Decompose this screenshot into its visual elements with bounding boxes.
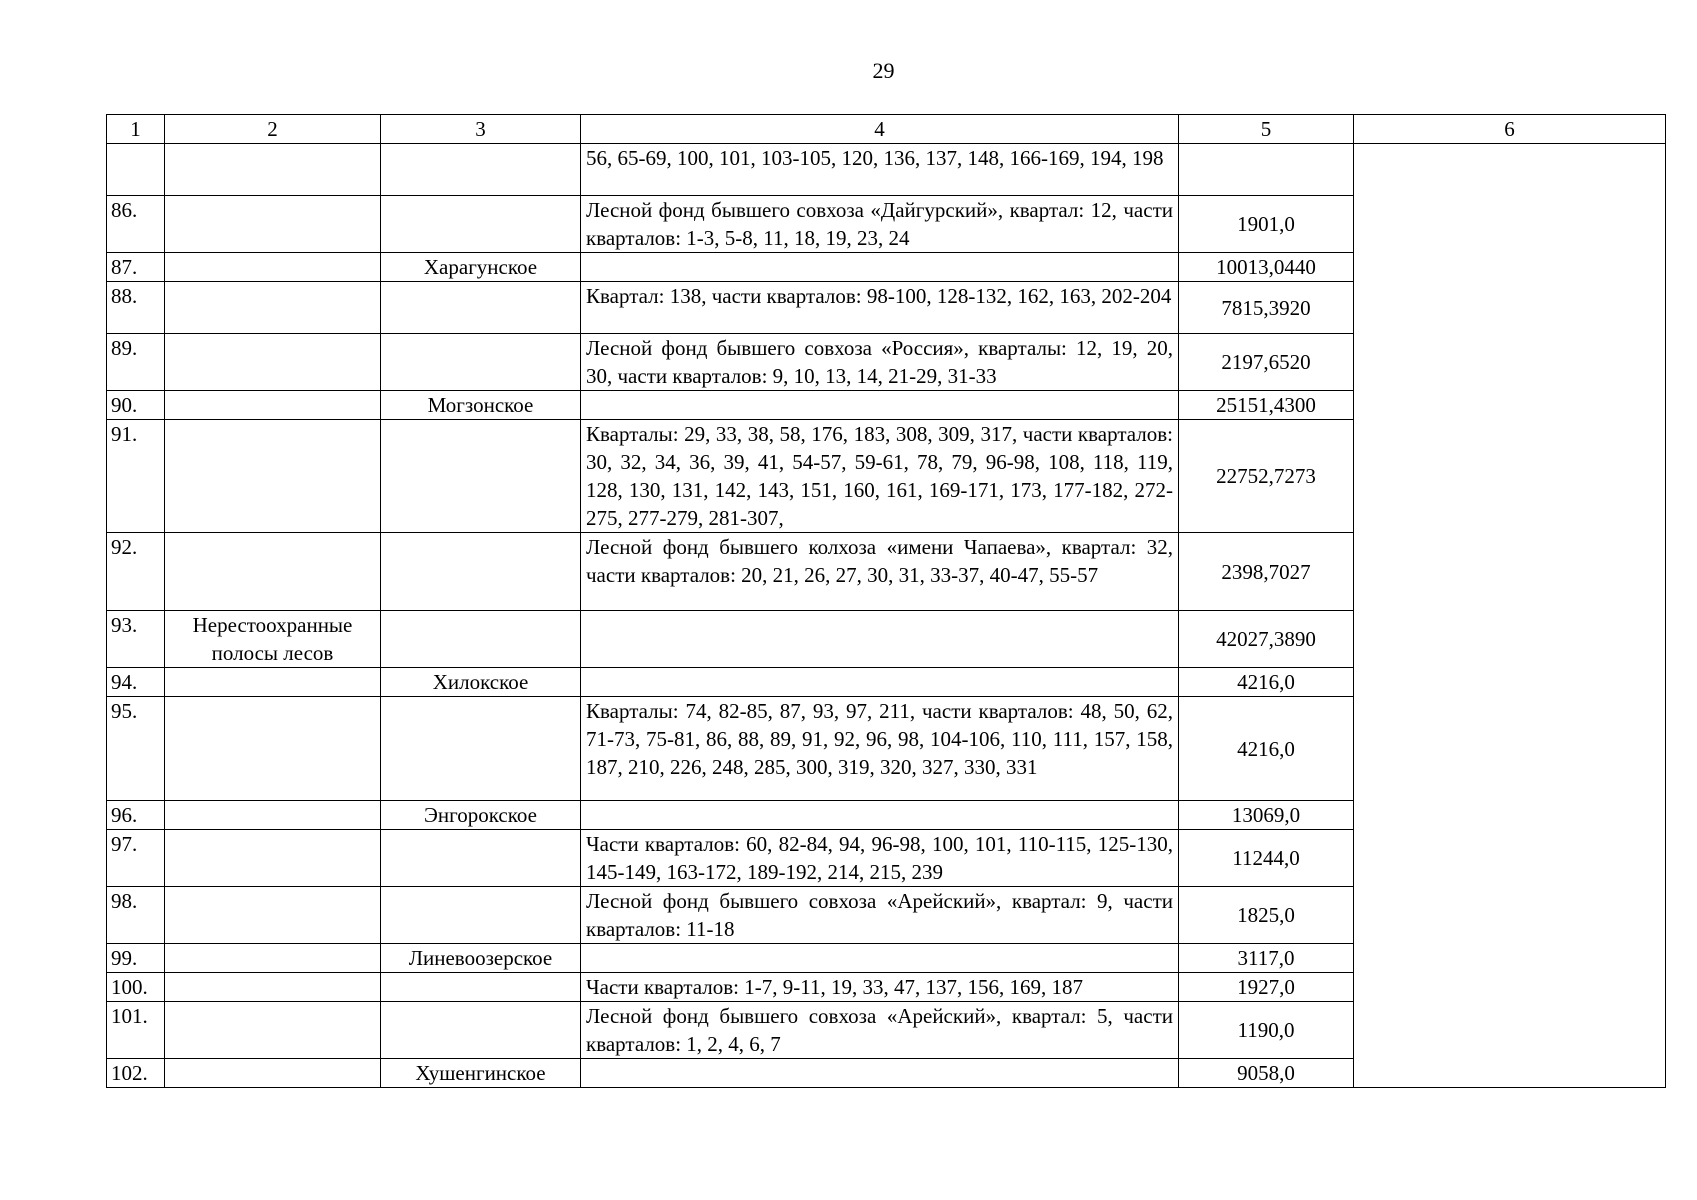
forestry-cell bbox=[381, 973, 581, 1002]
area-cell: 4216,0 bbox=[1179, 697, 1354, 801]
forest-type-cell bbox=[165, 334, 381, 391]
forest-type-cell bbox=[165, 801, 381, 830]
forestry-cell: Харагунское bbox=[381, 253, 581, 282]
quarters-cell: Лесной фонд бывшего совхоза «Дайгурский», квартал: 12, части кварталов: 1-3, 5-8, 11, 18, 19, 23, 24 bbox=[581, 196, 1179, 253]
header-cell: 1 bbox=[107, 115, 165, 144]
area-cell: 1825,0 bbox=[1179, 887, 1354, 944]
row-number-cell: 95. bbox=[107, 697, 165, 801]
header-cell: 2 bbox=[165, 115, 381, 144]
row-number-cell: 89. bbox=[107, 334, 165, 391]
forest-type-cell bbox=[165, 420, 381, 533]
quarters-cell bbox=[581, 391, 1179, 420]
page-number: 29 bbox=[872, 58, 895, 83]
forestry-cell: Линевоозерское bbox=[381, 944, 581, 973]
area-cell: 1190,0 bbox=[1179, 1002, 1354, 1059]
forest-type-cell bbox=[165, 944, 381, 973]
forestry-cell bbox=[381, 611, 581, 668]
forestry-cell bbox=[381, 282, 581, 334]
forest-type-cell bbox=[165, 830, 381, 887]
row-number-cell bbox=[107, 144, 165, 196]
forest-type-cell: Нерестоохранные полосы лесов bbox=[165, 611, 381, 668]
forest-type-cell bbox=[165, 196, 381, 253]
forestry-cell bbox=[381, 334, 581, 391]
row-number-cell: 97. bbox=[107, 830, 165, 887]
row-number-cell: 96. bbox=[107, 801, 165, 830]
area-cell: 1927,0 bbox=[1179, 973, 1354, 1002]
forest-type-cell bbox=[165, 253, 381, 282]
header-cell: 5 bbox=[1179, 115, 1354, 144]
quarters-cell: 56, 65-69, 100, 101, 103-105, 120, 136, 137, 148, 166-169, 194, 198 bbox=[581, 144, 1179, 196]
forest-type-cell bbox=[165, 668, 381, 697]
row-number-cell: 87. bbox=[107, 253, 165, 282]
row-number-cell: 91. bbox=[107, 420, 165, 533]
forestry-cell bbox=[381, 144, 581, 196]
table-row bbox=[107, 144, 1666, 196]
area-cell: 11244,0 bbox=[1179, 830, 1354, 887]
area-cell: 13069,0 bbox=[1179, 801, 1354, 830]
area-cell: 42027,3890 bbox=[1179, 611, 1354, 668]
quarters-cell: Лесной фонд бывшего совхоза «Арейский», квартал: 5, части кварталов: 1, 2, 4, 6, 7 bbox=[581, 1002, 1179, 1059]
header-row bbox=[107, 115, 1666, 144]
area-cell: 10013,0440 bbox=[1179, 253, 1354, 282]
quarters-cell: Кварталы: 29, 33, 38, 58, 176, 183, 308, 309, 317, части кварталов: 30, 32, 34, 36, 39, 41, 54-57, 59-61, 78, 79, 96-98, 108, 118, 119, 128, 130, 131, 142, 143, 151, 160, 161, 169-171, 173, 177-182, 272-275, 277-279, 281-307, bbox=[581, 420, 1179, 533]
forestry-cell bbox=[381, 697, 581, 801]
quarters-cell bbox=[581, 611, 1179, 668]
quarters-cell: Части кварталов: 60, 82-84, 94, 96-98, 100, 101, 110-115, 125-130, 145-149, 163-172, 189-192, 214, 215, 239 bbox=[581, 830, 1179, 887]
forest-type-cell bbox=[165, 1059, 381, 1088]
forest-area-table bbox=[106, 114, 1666, 1088]
row-number-cell: 99. bbox=[107, 944, 165, 973]
forest-type-cell bbox=[165, 887, 381, 944]
forestry-cell bbox=[381, 196, 581, 253]
header-cell: 3 bbox=[381, 115, 581, 144]
area-cell: 7815,3920 bbox=[1179, 282, 1354, 334]
quarters-cell bbox=[581, 1059, 1179, 1088]
forestry-cell bbox=[381, 1002, 581, 1059]
notes-column-cell bbox=[1354, 144, 1666, 1088]
quarters-cell: Лесной фонд бывшего совхоза «Арейский», квартал: 9, части кварталов: 11-18 bbox=[581, 887, 1179, 944]
quarters-cell bbox=[581, 668, 1179, 697]
area-cell: 2197,6520 bbox=[1179, 334, 1354, 391]
forest-type-cell bbox=[165, 144, 381, 196]
area-cell: 25151,4300 bbox=[1179, 391, 1354, 420]
forestry-cell bbox=[381, 420, 581, 533]
area-cell: 4216,0 bbox=[1179, 668, 1354, 697]
forestry-cell bbox=[381, 887, 581, 944]
table-body bbox=[107, 144, 1666, 1088]
row-number-cell: 88. bbox=[107, 282, 165, 334]
quarters-cell bbox=[581, 801, 1179, 830]
quarters-cell: Кварталы: 74, 82-85, 87, 93, 97, 211, части кварталов: 48, 50, 62, 71-73, 75-81, 86, 88, 89, 91, 92, 96, 98, 104-106, 110, 111, 157, 158, 187, 210, 226, 248, 285, 300, 319, 320, 327, 330, 331 bbox=[581, 697, 1179, 801]
quarters-cell: Квартал: 138, части кварталов: 98-100, 128-132, 162, 163, 202-204 bbox=[581, 282, 1179, 334]
area-cell: 9058,0 bbox=[1179, 1059, 1354, 1088]
forestry-cell: Энгорокское bbox=[381, 801, 581, 830]
forestry-cell: Хушенгинское bbox=[381, 1059, 581, 1088]
forest-type-cell bbox=[165, 533, 381, 611]
quarters-cell: Лесной фонд бывшего совхоза «Россия», кварталы: 12, 19, 20, 30, части кварталов: 9, 10, 13, 14, 21-29, 31-33 bbox=[581, 334, 1179, 391]
area-cell bbox=[1179, 144, 1354, 196]
row-number-cell: 101. bbox=[107, 1002, 165, 1059]
forest-type-cell bbox=[165, 391, 381, 420]
forestry-cell: Могзонское bbox=[381, 391, 581, 420]
forest-type-cell bbox=[165, 1002, 381, 1059]
quarters-cell bbox=[581, 253, 1179, 282]
quarters-cell: Части кварталов: 1-7, 9-11, 19, 33, 47, 137, 156, 169, 187 bbox=[581, 973, 1179, 1002]
forestry-cell bbox=[381, 533, 581, 611]
forestry-cell bbox=[381, 830, 581, 887]
quarters-cell bbox=[581, 944, 1179, 973]
header-cell: 6 bbox=[1354, 115, 1666, 144]
row-number-cell: 90. bbox=[107, 391, 165, 420]
header-cell: 4 bbox=[581, 115, 1179, 144]
forest-type-cell bbox=[165, 973, 381, 1002]
row-number-cell: 102. bbox=[107, 1059, 165, 1088]
area-cell: 3117,0 bbox=[1179, 944, 1354, 973]
area-cell: 2398,7027 bbox=[1179, 533, 1354, 611]
forestry-cell: Хилокское bbox=[381, 668, 581, 697]
row-number-cell: 93. bbox=[107, 611, 165, 668]
forest-type-cell bbox=[165, 282, 381, 334]
quarters-cell: Лесной фонд бывшего колхоза «имени Чапаева», квартал: 32, части кварталов: 20, 21, 26, 27, 30, 31, 33-37, 40-47, 55-57 bbox=[581, 533, 1179, 611]
area-cell: 22752,7273 bbox=[1179, 420, 1354, 533]
row-number-cell: 100. bbox=[107, 973, 165, 1002]
row-number-cell: 98. bbox=[107, 887, 165, 944]
row-number-cell: 92. bbox=[107, 533, 165, 611]
area-cell: 1901,0 bbox=[1179, 196, 1354, 253]
row-number-cell: 86. bbox=[107, 196, 165, 253]
forest-type-cell bbox=[165, 697, 381, 801]
row-number-cell: 94. bbox=[107, 668, 165, 697]
